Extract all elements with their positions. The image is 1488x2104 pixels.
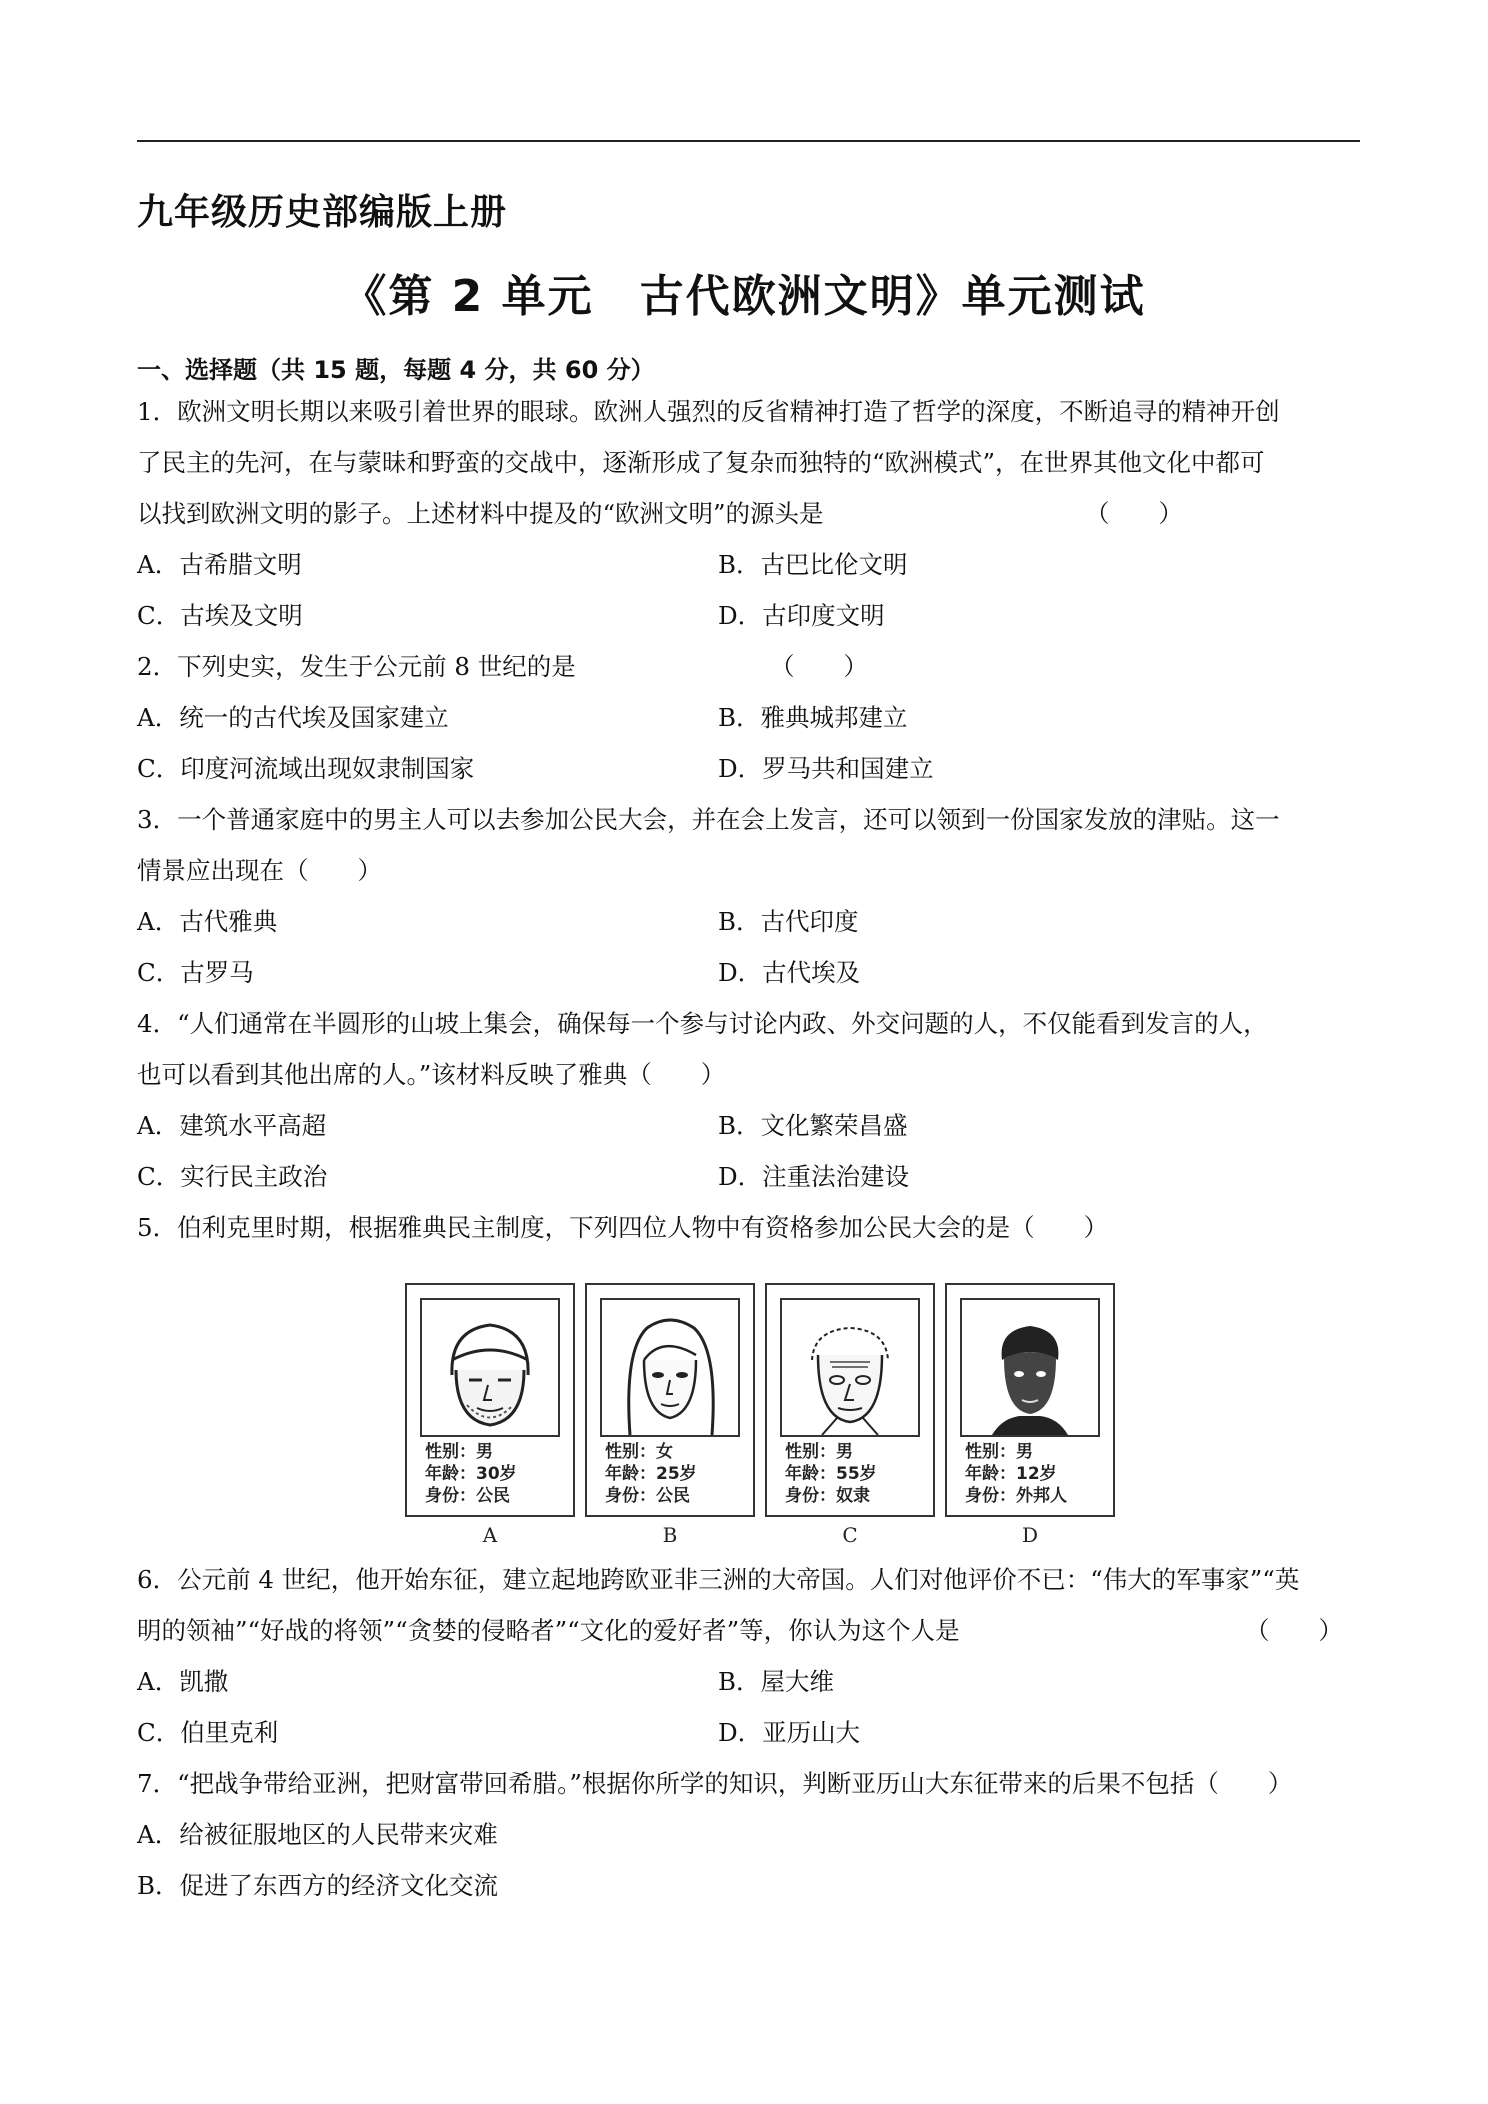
card-letter: C [842,1523,858,1547]
age-label: 年龄：12岁 [965,1464,1057,1484]
q4-line-2: 也可以看到其他出席的人。”该材料反映了雅典（ ） [137,1060,726,1089]
portrait-info [965,1441,1110,1507]
q1-line-2: 了民主的先河，在与蒙昧和野蛮的交战中，逐渐形成了复杂而独特的“欧洲模式”，在世界其他文化中都可 [137,448,1265,477]
q5-portrait-figure [405,1283,1115,1547]
portrait-info [605,1441,750,1507]
boy-portrait-icon [960,1298,1100,1437]
portrait-info [785,1441,930,1507]
q4-line-1: 4．“人们通常在半圆形的山坡上集会，确保每一个参与讨论内政、外交问题的人，不仅能看到发言的人， [137,1009,1268,1038]
q3-line-2: 情景应出现在（ ） [137,856,382,885]
identity-label: 身份：公民 [425,1486,510,1506]
page-title: 《第 2 单元 古代欧洲文明》单元测试 [342,271,1146,322]
old-man-portrait-icon [780,1298,920,1437]
q2-answer-blank[interactable]: （ ） [770,652,868,681]
grade-label: 九年级历史部编版上册 [137,192,508,233]
q1-line-1: 1．欧洲文明长期以来吸引着世界的眼球。欧洲人强烈的反省精神打造了哲学的深度，不断追寻的精神开创 [137,397,1280,426]
q7-line-1: 7．“把战争带给亚洲，把财富带回希腊。”根据你所学的知识，判断亚历山大东征带来的后果不包括（ ） [137,1769,1293,1798]
card-letter: D [1021,1523,1039,1547]
q2-line-1: 2．下列史实，发生于公元前 8 世纪的是 [137,652,576,681]
gender-label: 性别：男 [785,1442,853,1462]
q1-option-d[interactable]: D．古印度文明 [718,601,885,630]
age-label: 年龄：25岁 [605,1464,697,1484]
man-portrait-icon [420,1298,560,1437]
section-heading: 一、选择题（共 15 题，每题 4 分，共 60 分） [137,356,655,384]
q3-option-c[interactable]: C．古罗马 [137,958,254,987]
woman-portrait-icon [600,1298,740,1437]
q7-option-b[interactable]: B．促进了东西方的经济文化交流 [137,1871,499,1900]
gender-label: 性别：男 [425,1442,493,1462]
q1-option-c[interactable]: C．古埃及文明 [137,601,303,630]
q6-option-d[interactable]: D．亚历山大 [718,1718,861,1747]
card-letter: B [662,1523,678,1547]
portrait-card-b[interactable] [585,1283,755,1547]
q2-option-c[interactable]: C．印度河流域出现奴隶制国家 [137,754,475,783]
q2-option-d[interactable]: D．罗马共和国建立 [718,754,934,783]
identity-label: 身份：公民 [605,1486,690,1506]
q2-option-a[interactable]: A．统一的古代埃及国家建立 [137,703,449,732]
portrait-info [425,1441,570,1507]
identity-label: 身份：外邦人 [965,1486,1067,1506]
q4-option-b[interactable]: B．文化繁荣昌盛 [718,1111,908,1140]
q6-line-1: 6．公元前 4 世纪，他开始东征，建立起地跨欧亚非三洲的大帝国。人们对他评价不已：“伟大的军事家”“英 [137,1565,1300,1594]
portrait-card-c[interactable] [765,1283,935,1547]
header-rule [137,140,1360,142]
q4-option-d[interactable]: D．注重法治建设 [718,1162,910,1191]
q3-option-a[interactable]: A．古代雅典 [137,907,278,936]
q3-line-1: 3．一个普通家庭中的男主人可以去参加公民大会，并在会上发言，还可以领到一份国家发放的津贴。这一 [137,805,1280,834]
q3-option-b[interactable]: B．古代印度 [718,907,859,936]
q6-option-c[interactable]: C．伯里克利 [137,1718,279,1747]
gender-label: 性别：女 [605,1442,673,1462]
q4-option-c[interactable]: C．实行民主政治 [137,1162,328,1191]
q6-answer-blank[interactable]: （ ） [1245,1616,1343,1645]
q1-answer-blank[interactable]: （ ） [1085,499,1183,528]
q5-line-1: 5．伯利克里时期，根据雅典民主制度，下列四位人物中有资格参加公民大会的是（ ） [137,1213,1109,1242]
q6-option-a[interactable]: A．凯撒 [137,1667,229,1696]
q1-line-3: 以找到欧洲文明的影子。上述材料中提及的“欧洲文明”的源头是 [137,499,824,528]
q7-option-a[interactable]: A．给被征服地区的人民带来灾难 [137,1820,498,1849]
q1-option-a[interactable]: A．古希腊文明 [137,550,302,579]
portrait-card-d[interactable] [945,1283,1115,1547]
age-label: 年龄：55岁 [785,1464,877,1484]
q6-line-2: 明的领袖”“好战的将领”“贪婪的侵略者”“文化的爱好者”等，你认为这个人是 [137,1616,960,1645]
age-label: 年龄：30岁 [425,1464,517,1484]
q1-option-b[interactable]: B．古巴比伦文明 [718,550,908,579]
q3-option-d[interactable]: D．古代埃及 [718,958,861,987]
card-letter: A [482,1523,498,1547]
q2-option-b[interactable]: B．雅典城邦建立 [718,703,908,732]
gender-label: 性别：男 [965,1442,1033,1462]
portrait-card-a[interactable] [405,1283,575,1547]
identity-label: 身份：奴隶 [785,1486,870,1506]
q4-option-a[interactable]: A．建筑水平高超 [137,1111,327,1140]
q6-option-b[interactable]: B．屋大维 [718,1667,835,1696]
